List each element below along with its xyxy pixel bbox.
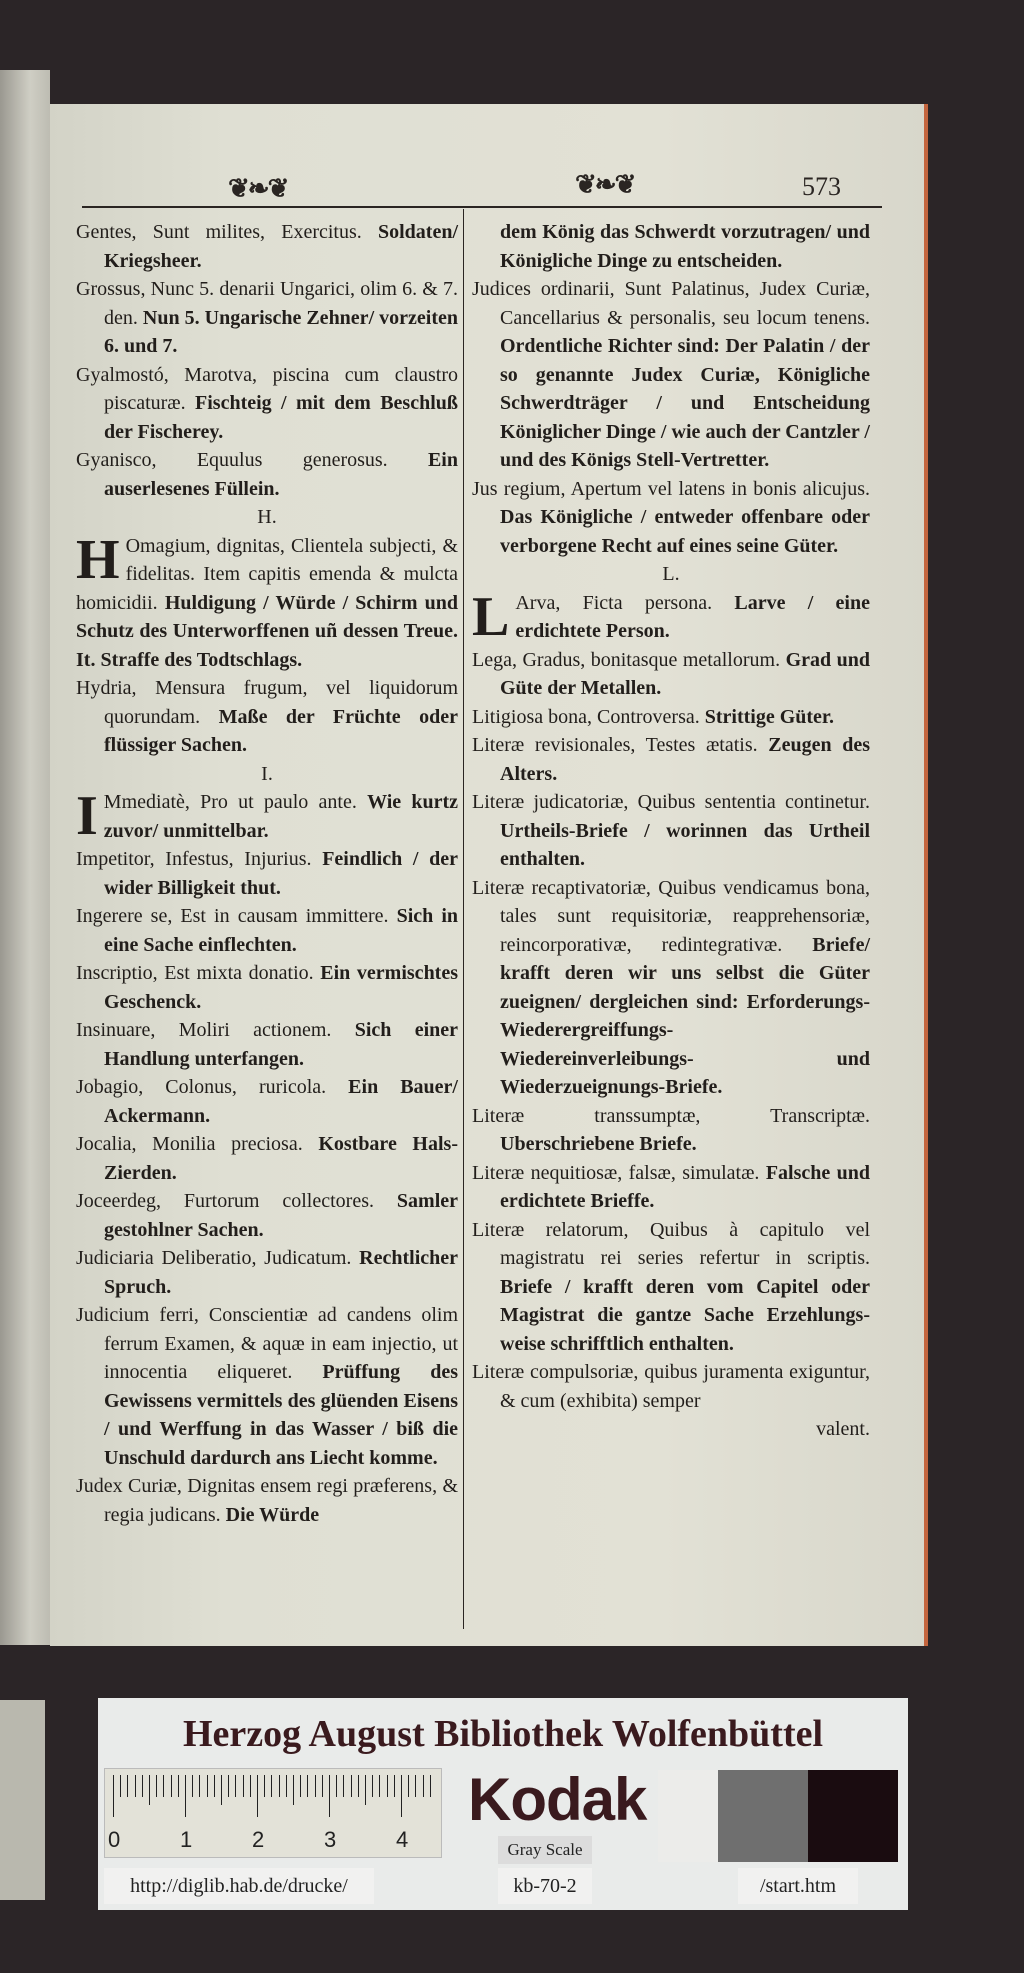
- dictionary-entry: [76, 959, 458, 1016]
- dictionary-entry: [472, 1102, 870, 1159]
- dictionary-entry: [472, 1159, 870, 1216]
- ruler-tick: [113, 1775, 114, 1817]
- ruler-tick: [401, 1775, 402, 1817]
- dictionary-entry: [472, 703, 870, 732]
- ruler-tick: [279, 1775, 280, 1797]
- page-number: 573: [802, 172, 841, 201]
- latin-term: Jocalia, Monilia preciosa.: [76, 1133, 303, 1155]
- header-ornament-right: ❦❧❦: [575, 170, 635, 199]
- ruler-tick: [293, 1775, 294, 1805]
- latin-term: Ingerere se, Est in causam immittere.: [76, 905, 389, 927]
- latin-term: Insinuare, Moliri actionem.: [76, 1019, 332, 1041]
- ruler-tick: [271, 1775, 272, 1797]
- latin-term: Jobagio, Colonus, ruricola.: [76, 1076, 327, 1098]
- library-name: Herzog August Bibliothek Wolfenbüttel: [182, 1713, 824, 1755]
- latin-term: Mmediatè, Pro ut paulo ante.: [103, 791, 357, 813]
- dictionary-entry: [76, 674, 458, 760]
- ruler-tick: [142, 1775, 143, 1797]
- latin-term: Judex Curiæ, Dignitas ensem regi præferens, & regia judicans.: [76, 1475, 458, 1526]
- german-translation: Huldigung / Würde / Schirm und Schutz des Unterworffenen uñ dessen Treue. It. Straffe des Todtschlags.: [76, 591, 459, 671]
- latin-term: Joceerdeg, Furtorum collectores.: [76, 1190, 374, 1212]
- latin-term: Literæ judicatoriæ, Quibus sententia continetur.: [472, 791, 870, 813]
- latin-term: Grossus, Nunc 5. denarii Ungarici, olim 6. & 7. den.: [76, 278, 458, 329]
- latin-term: Jus regium, Apertum vel latens in bonis alicujus.: [472, 477, 870, 500]
- dictionary-entry: [76, 275, 458, 361]
- ruler-tick: [243, 1775, 244, 1797]
- ruler-tick: [171, 1775, 172, 1797]
- latin-term: Impetitor, Infestus, Injurius.: [76, 848, 312, 870]
- german-translation: Sich einer Handlung unterfangen.: [104, 1019, 459, 1070]
- german-translation: Uberschriebene Briefe.: [500, 1133, 697, 1155]
- ruler-tick: [430, 1775, 431, 1797]
- ruler-tick: [120, 1775, 121, 1797]
- ruler-tick: [235, 1775, 236, 1797]
- german-translation: Samler gestohlner Sachen.: [104, 1190, 458, 1241]
- ruler-tick: [415, 1775, 416, 1797]
- latin-term: Gyanisco, Equulus generosus.: [76, 449, 388, 471]
- latin-term: Literæ compulsoriæ, quibus juramenta exiguntur, & cum (exhibita) semper: [472, 1361, 870, 1412]
- dictionary-entry: [76, 902, 458, 959]
- ruler-tick: [365, 1775, 366, 1805]
- left-column: [76, 218, 458, 1529]
- section-letter: I.: [261, 762, 273, 785]
- latin-term: Inscriptio, Est mixta donatio.: [76, 962, 314, 984]
- column-divider: [463, 209, 464, 1629]
- section-letter: L.: [662, 563, 680, 585]
- german-translation: Ein auserlesenes Füllein.: [104, 449, 458, 500]
- latin-term: Arva, Ficta persona.: [515, 591, 713, 614]
- section-letter: H.: [257, 506, 277, 528]
- german-translation: Grad und Güte der Metallen.: [500, 648, 870, 699]
- ruler-number: 3: [324, 1827, 337, 1852]
- ruler-number: 0: [108, 1827, 121, 1852]
- german-translation: Sich in eine Sache einflechten.: [104, 905, 459, 956]
- dictionary-entry: [76, 845, 458, 902]
- latin-term: Omagium, dignitas, Clientela subjecti, & fidelitas. Item capitis emenda & mulcta homicidii.: [76, 534, 458, 614]
- ruler-tick: [379, 1775, 380, 1797]
- dictionary-entry: [472, 585, 870, 648]
- ruler-tick: [178, 1775, 179, 1797]
- dictionary-entry: [76, 785, 459, 847]
- ruler-tick: [127, 1775, 128, 1797]
- dictionary-entry: [472, 874, 870, 1102]
- start-label: /start.htm: [738, 1868, 858, 1904]
- ruler-tick: [322, 1775, 323, 1797]
- ruler-tick: [358, 1775, 359, 1797]
- german-translation: Soldaten/ Kriegsheer.: [104, 221, 459, 272]
- ruler-tick: [207, 1775, 208, 1797]
- dictionary-entry: [76, 1244, 458, 1301]
- latin-term: Literæ revisionales, Testes ætatis.: [472, 734, 758, 756]
- latin-term: Judices ordinarii, Sunt Palatinus, Judex Curiæ, Cancellarius & personalis, seu locum tenens.: [472, 278, 870, 329]
- dictionary-entry: [472, 1358, 870, 1415]
- url-label: http://diglib.hab.de/drucke/: [104, 1868, 374, 1904]
- dictionary-entry: [76, 361, 458, 447]
- german-translation: Ein Bauer/ Ackermann.: [104, 1076, 458, 1127]
- ruler-tick: [307, 1775, 308, 1797]
- german-translation: Prüffung des Gewissens vermittels des glüenden Eisens / und Werffung in das Wasser / biß die Unschuld dardurch ans Liecht komme.: [104, 1361, 459, 1469]
- ruler-tick: [315, 1775, 316, 1797]
- header-ornament-left: ❦❧❦: [228, 174, 288, 203]
- ruler-tick: [408, 1775, 409, 1797]
- ruler-tick: [372, 1775, 373, 1797]
- dictionary-entry: [472, 788, 870, 874]
- book-page: [50, 104, 928, 1646]
- ruler-tick: [257, 1775, 258, 1817]
- header-rule: [82, 206, 882, 208]
- german-translation: Falsche und erdichtete Brieffe.: [500, 1161, 870, 1212]
- ruler-tick: [156, 1775, 157, 1797]
- latin-term: Literæ relatorum, Quibus à capitulo vel magistratu rei series refertur in scriptis.: [472, 1218, 870, 1269]
- german-translation: Strittige Güter.: [704, 705, 834, 728]
- dictionary-entry: [76, 446, 458, 503]
- dictionary-entry: [76, 1187, 458, 1244]
- dictionary-entry: [76, 1073, 458, 1130]
- color-reference-card: [98, 1698, 908, 1910]
- german-translation: Wie kurtz zuvor/ unmittelbar.: [103, 791, 459, 842]
- dictionary-entry: [76, 528, 459, 675]
- ruler-tick: [343, 1775, 344, 1797]
- german-translation: Briefe / krafft deren vom Capitel oder Magistrat die gantze Sache Erzehlungs-weise schrifftlich enthalten.: [500, 1275, 870, 1355]
- latin-term: Hydria, Mensura frugum, vel liquidorum quorundam.: [76, 677, 458, 728]
- latin-term: Gentes, Sunt milites, Exercitus.: [76, 221, 362, 243]
- ruler-tick: [264, 1775, 265, 1797]
- german-translation: Larve / eine erdichtete Person.: [515, 591, 870, 642]
- ruler-number: 2: [252, 1827, 265, 1852]
- german-translation: Briefe/ krafft deren wir uns selbst die Güter zueignen/ dergleichen sind: Erforderungs- Wiederergreiffungs- Wiedereinverleibungs- und Wiederzueignungs-Briefe.: [500, 933, 871, 1098]
- ruler-tick: [199, 1775, 200, 1797]
- german-translation: Zeugen des Alters.: [500, 734, 870, 785]
- kodak-logo: Kodak: [468, 1766, 647, 1833]
- german-translation: Das Königliche / entweder offenbare oder verborgene Recht auf eines seine Güter.: [500, 506, 870, 557]
- latin-term: Judicium ferri, Conscientiæ ad candens olim ferrum Examen, & aquæ in eam injectio, ut innocentia eliqueret.: [76, 1304, 458, 1383]
- dictionary-entry: [76, 218, 458, 275]
- adjacent-page-edge: [0, 70, 50, 1645]
- dictionary-entry: [472, 275, 870, 475]
- german-translation: Maße der Früchte oder flüssiger Sachen.: [104, 705, 458, 756]
- swatch-white: [658, 1770, 718, 1862]
- ruler-tick: [221, 1775, 222, 1805]
- drop-cap-initial: L: [472, 585, 510, 648]
- german-translation: Die Würde: [225, 1503, 320, 1526]
- dictionary-entry: [76, 1016, 458, 1073]
- dictionary-entry: [472, 646, 870, 703]
- ruler-tick: [286, 1775, 287, 1797]
- drop-cap-initial: I: [76, 785, 98, 847]
- ruler-tick: [351, 1775, 352, 1797]
- latin-term: Litigiosa bona, Controversa.: [472, 705, 700, 728]
- right-column: [472, 218, 870, 1444]
- ruler-tick: [423, 1775, 424, 1797]
- dictionary-entry: [472, 731, 870, 788]
- dictionary-entry: [472, 475, 870, 561]
- dictionary-entry: [472, 1216, 870, 1359]
- ruler: [104, 1768, 442, 1858]
- german-translation: Kostbare Hals-Zierden.: [104, 1133, 458, 1184]
- dictionary-entry: [76, 1472, 458, 1529]
- ruler-number: 1: [180, 1827, 193, 1852]
- ruler-number: 4: [396, 1827, 409, 1852]
- german-translation: Ordentliche Richter sind: Der Palatin / der so genannte Judex Curiæ, Königliche Schwerdträger / und Entscheidung Königlicher Dinge / wie auch der Cantzler / und des Königs Stell-Vertretter.: [500, 335, 870, 471]
- german-translation: Fischteig / mit dem Beschluß der Fischerey.: [104, 392, 458, 443]
- dictionary-entry: [76, 1301, 458, 1472]
- german-translation: Ein vermischtes Geschenck.: [104, 962, 459, 1013]
- latin-term: Literæ transsumptæ, Transcriptæ.: [472, 1104, 870, 1127]
- latin-term: Judiciaria Deliberatio, Judicatum.: [76, 1247, 352, 1269]
- ruler-tick: [228, 1775, 229, 1797]
- ruler-tick: [387, 1775, 388, 1797]
- ruler-tick: [192, 1775, 193, 1797]
- german-translation: Urtheils-Briefe / worinnen das Urtheil enthalten.: [500, 819, 870, 870]
- continued-entry: dem König das Schwerdt vorzutragen/ und Königliche Dinge zu entscheiden.: [500, 221, 870, 272]
- german-translation: Nun 5. Ungarische Zehner/ vorzeiten 6. und 7.: [104, 306, 458, 357]
- latin-term: Lega, Gradus, bonitasque metallorum.: [472, 648, 781, 671]
- swatch-black: [808, 1770, 898, 1862]
- drop-cap-initial: H: [76, 528, 120, 591]
- ruler-tick: [149, 1775, 150, 1805]
- german-translation: Rechtlicher Spruch.: [104, 1247, 459, 1298]
- ruler-tick: [163, 1775, 164, 1797]
- entry-tail: valent.: [816, 1418, 870, 1440]
- latin-term: Gyalmostó, Marotva, piscina cum claustro piscaturæ.: [76, 363, 458, 414]
- german-translation: Feindlich / der wider Billigkeit thut.: [104, 848, 458, 899]
- adjacent-card-edge: [0, 1700, 45, 1900]
- latin-term: Literæ nequitiosæ, falsæ, simulatæ.: [472, 1161, 760, 1184]
- ruler-tick: [135, 1775, 136, 1797]
- dictionary-entry: [76, 1130, 458, 1187]
- ruler-tick: [214, 1775, 215, 1797]
- ruler-tick: [300, 1775, 301, 1797]
- gray-scale-label: Gray Scale: [498, 1836, 592, 1864]
- ruler-tick: [185, 1775, 186, 1817]
- ruler-tick: [250, 1775, 251, 1797]
- ruler-tick: [394, 1775, 395, 1797]
- ruler-tick: [336, 1775, 337, 1797]
- latin-term: Literæ recaptivatoriæ, Quibus vendicamus bona, tales sunt requisitoriæ, reapprehensoriæ, reincorporativæ, redintegrativæ.: [472, 876, 870, 956]
- swatch-gray: [718, 1770, 808, 1862]
- ruler-tick: [329, 1775, 330, 1817]
- shelfmark-label: kb-70-2: [498, 1868, 592, 1904]
